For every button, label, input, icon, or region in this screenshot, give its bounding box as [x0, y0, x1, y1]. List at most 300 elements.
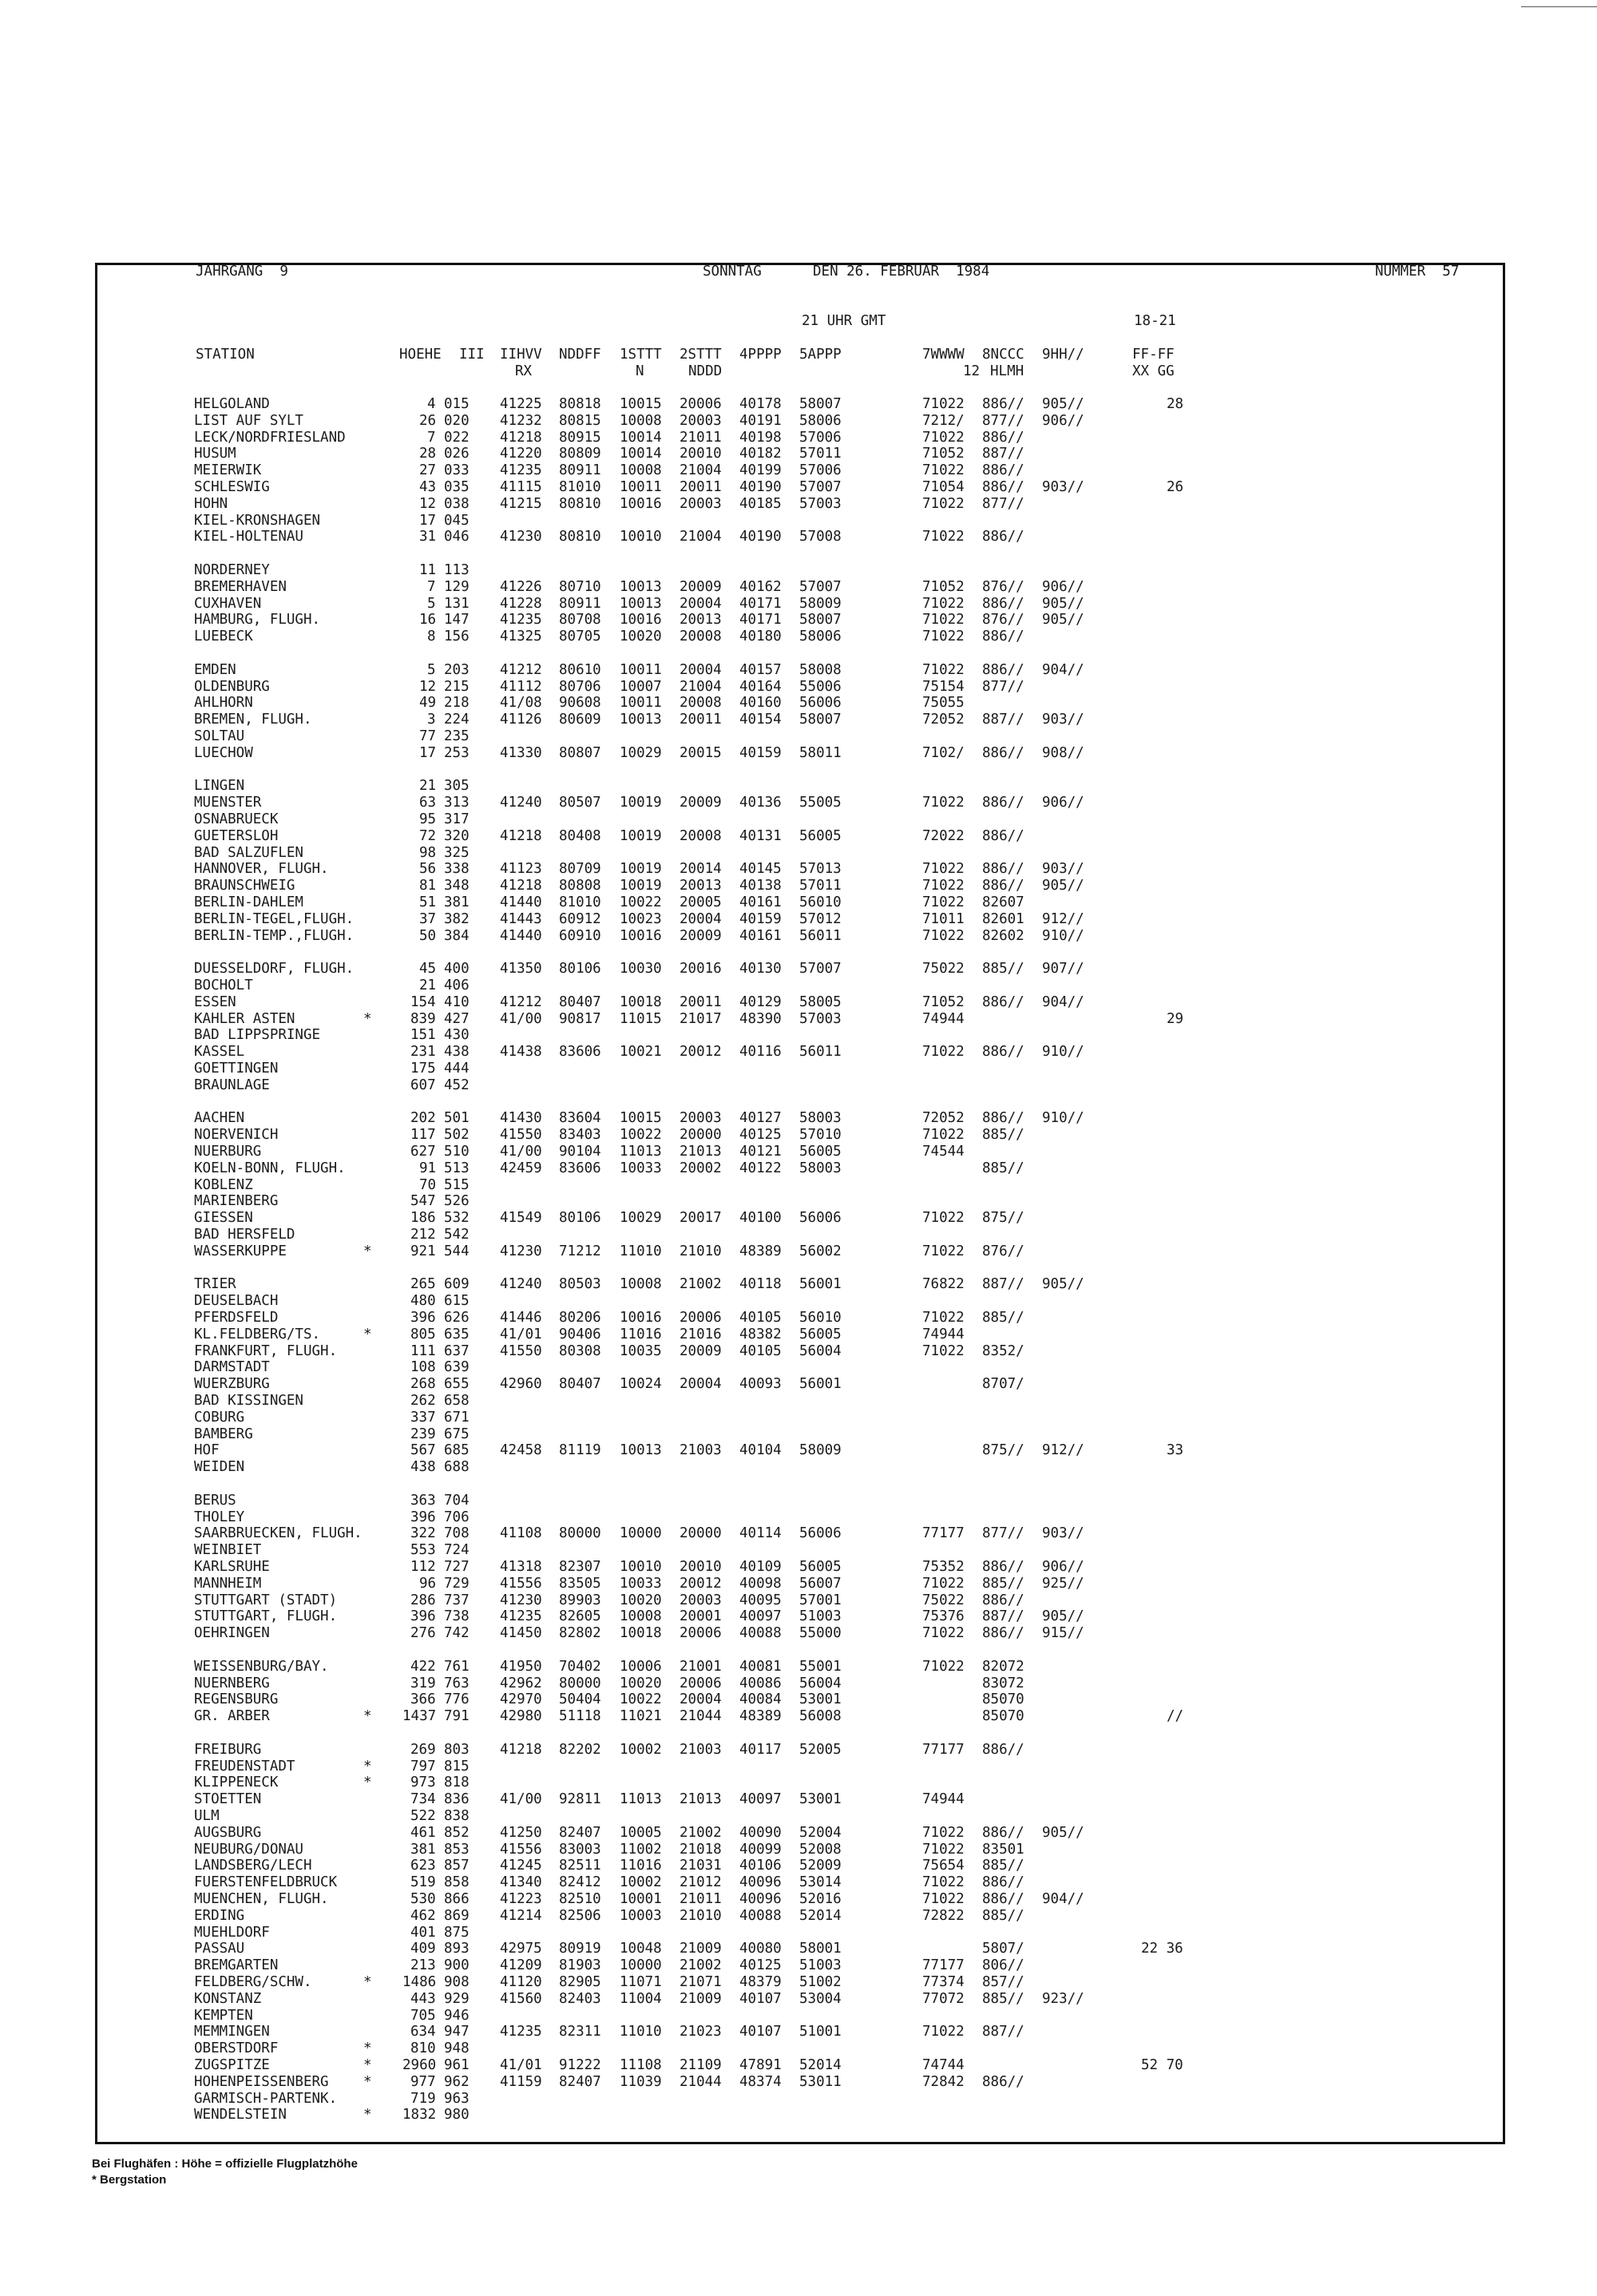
- cell-4pppp: 40093: [739, 1376, 782, 1392]
- cell-1sttt: 11013: [620, 1144, 662, 1160]
- station-name: ZUGSPITZE: [194, 2057, 270, 2073]
- cell-nddff: 50404: [559, 1691, 601, 1707]
- cell-9hh: 905//: [1042, 1608, 1084, 1624]
- table-row: [0, 1160, 1597, 1177]
- cell-7wwww: 71022: [922, 1891, 965, 1907]
- cell-iii: 866: [444, 1891, 470, 1907]
- table-row: [0, 1127, 1597, 1144]
- station-name: EMDEN: [194, 662, 236, 678]
- cell-nddff: 81119: [559, 1442, 601, 1458]
- cell-hoehe: 111: [410, 1343, 436, 1359]
- cell-1sttt: 10011: [620, 662, 662, 678]
- cell-iii: 147: [444, 612, 470, 628]
- cell-hoehe: 7: [427, 430, 436, 446]
- cell-iihvv: 41550: [500, 1343, 542, 1359]
- cell-nddff: 80407: [559, 994, 601, 1010]
- cell-4pppp: 40107: [739, 1991, 782, 2007]
- cell-iihvv: 41230: [500, 1243, 542, 1259]
- cell-iihvv: 41340: [500, 1874, 542, 1890]
- cell-1sttt: 10010: [620, 529, 662, 545]
- cell-7wwww: 71022: [922, 662, 965, 678]
- cell-iii: 131: [444, 596, 470, 612]
- cell-hoehe: 443: [410, 1991, 436, 2007]
- cell-4pppp: 40117: [739, 1742, 782, 1758]
- cell-4pppp: 40125: [739, 1127, 782, 1143]
- table-row: [0, 1243, 1597, 1260]
- station-name: KASSEL: [194, 1044, 245, 1060]
- cell-2sttt: 21001: [680, 1659, 722, 1675]
- cell-1sttt: 10014: [620, 446, 662, 462]
- cell-5appp: 56010: [799, 894, 842, 910]
- cell-nddff: 83606: [559, 1044, 601, 1060]
- cell-8nccc: 886//: [982, 1891, 1024, 1907]
- table-row: [0, 1659, 1597, 1675]
- cell-7wwww: 71022: [922, 529, 965, 545]
- table-row: [0, 1908, 1597, 1925]
- cell-1sttt: 10020: [620, 1675, 662, 1691]
- cell-8nccc: 876//: [982, 579, 1024, 595]
- cell-iii: 033: [444, 462, 470, 478]
- cell-iii: 038: [444, 496, 470, 512]
- cell-1sttt: 10029: [620, 745, 662, 761]
- station-name: MANNHEIM: [194, 1576, 262, 1592]
- cell-4pppp: 40097: [739, 1791, 782, 1807]
- cell-nddff: 82407: [559, 2074, 601, 2090]
- table-row: [0, 2074, 1597, 2091]
- table-row: [0, 1925, 1597, 1941]
- cell-iii: 724: [444, 1542, 470, 1558]
- station-name: FUERSTENFELDBRUCK: [194, 1874, 338, 1890]
- cell-8nccc: 886//: [982, 1044, 1024, 1060]
- col-1sttt-sub: N: [636, 363, 644, 379]
- station-name: HUSUM: [194, 446, 236, 462]
- cell-1sttt: 10019: [620, 878, 662, 894]
- cell-9hh: 905//: [1042, 612, 1084, 628]
- cell-2sttt: 20011: [680, 712, 722, 728]
- col-station: STATION: [196, 347, 255, 363]
- table-row: [0, 1276, 1597, 1293]
- cell-4pppp: 48389: [739, 1243, 782, 1259]
- station-name: LANDSBERG/LECH: [194, 1858, 312, 1874]
- cell-8nccc: 886//: [982, 1625, 1024, 1641]
- cell-2sttt: 21044: [680, 2074, 722, 2090]
- table-row: [0, 1708, 1597, 1725]
- cell-iihvv: 41550: [500, 1127, 542, 1143]
- cell-7wwww: 72052: [922, 712, 965, 728]
- table-row: [0, 2008, 1597, 2024]
- cell-1sttt: 10000: [620, 1525, 662, 1541]
- cell-iii: 325: [444, 845, 470, 861]
- cell-1sttt: 10018: [620, 994, 662, 1010]
- station-name: HANNOVER, FLUGH.: [194, 861, 329, 877]
- cell-1sttt: 10008: [620, 1276, 662, 1292]
- cell-5appp: 52014: [799, 1908, 842, 1924]
- cell-2sttt: 21109: [680, 2057, 722, 2073]
- cell-nddff: 80809: [559, 446, 601, 462]
- cell-1sttt: 10016: [620, 928, 662, 944]
- cell-8nccc: 886//: [982, 878, 1024, 894]
- cell-7wwww: 71022: [922, 596, 965, 612]
- cell-nddff: 80810: [559, 529, 601, 545]
- table-row: [0, 1941, 1597, 1957]
- cell-iihvv: 41115: [500, 479, 542, 495]
- cell-iii: 113: [444, 562, 470, 578]
- table-row: [0, 1592, 1597, 1609]
- table-row: [0, 1759, 1597, 1775]
- table-row: [0, 1891, 1597, 1908]
- cell-2sttt: 21003: [680, 1742, 722, 1758]
- cell-hoehe: 112: [410, 1559, 436, 1575]
- cell-4pppp: 40182: [739, 446, 782, 462]
- cell-hoehe: 322: [410, 1525, 436, 1541]
- cell-iii: 639: [444, 1359, 470, 1375]
- cell-7wwww: 71022: [922, 1874, 965, 1890]
- cell-nddff: 51118: [559, 1708, 601, 1724]
- cell-5appp: 57003: [799, 496, 842, 512]
- cell-2sttt: 20009: [680, 795, 722, 811]
- cell-4pppp: 40114: [739, 1525, 782, 1541]
- cell-7wwww: 71011: [922, 911, 965, 927]
- table-row: [0, 1077, 1597, 1094]
- cell-9hh: 906//: [1042, 795, 1084, 811]
- cell-hoehe: 366: [410, 1691, 436, 1707]
- cell-nddff: 82510: [559, 1891, 601, 1907]
- station-name: WASSERKUPPE: [194, 1243, 287, 1259]
- cell-nddff: 80810: [559, 496, 601, 512]
- cell-hoehe: 8: [427, 629, 436, 644]
- cell-hoehe: 56: [419, 861, 437, 877]
- cell-2sttt: 21009: [680, 1941, 722, 1957]
- cell-hoehe: 231: [410, 1044, 436, 1060]
- cell-nddff: 82802: [559, 1625, 601, 1641]
- cell-4pppp: 40162: [739, 579, 782, 595]
- cell-iihvv: 41440: [500, 894, 542, 910]
- cell-iii: 320: [444, 828, 470, 844]
- cell-nddff: 80000: [559, 1525, 601, 1541]
- cell-hoehe: 553: [410, 1542, 436, 1558]
- station-name: SAARBRUECKEN, FLUGH.: [194, 1525, 363, 1541]
- cell-8nccc: 877//: [982, 413, 1024, 429]
- cell-iihvv: 41245: [500, 1858, 542, 1874]
- table-row: [0, 1742, 1597, 1759]
- cell-hoehe: 265: [410, 1276, 436, 1292]
- nummer-label: NUMMER 57: [1375, 264, 1460, 280]
- cell-nddff: 80705: [559, 629, 601, 644]
- cell-5appp: 53011: [799, 2074, 842, 2090]
- date-label: DEN 26. FEBRUAR 1984: [813, 264, 990, 280]
- cell-5appp: 58007: [799, 712, 842, 728]
- cell-2sttt: 20004: [680, 911, 722, 927]
- cell-1sttt: 10011: [620, 695, 662, 711]
- col-5appp: 5APPP: [799, 347, 842, 363]
- cell-7wwww: 77177: [922, 1957, 965, 1973]
- cell-4pppp: 48389: [739, 1708, 782, 1724]
- cell-5appp: 58011: [799, 745, 842, 761]
- station-name: MUENCHEN, FLUGH.: [194, 1891, 329, 1907]
- cell-iihvv: 41438: [500, 1044, 542, 1060]
- cell-ff: 52 70: [1141, 2057, 1183, 2073]
- cell-1sttt: 10029: [620, 1210, 662, 1226]
- cell-hoehe: 401: [410, 1925, 436, 1941]
- cell-4pppp: 40090: [739, 1825, 782, 1841]
- cell-iihvv: 41223: [500, 1891, 542, 1907]
- cell-ff: 26: [1167, 479, 1184, 495]
- cell-hoehe: 530: [410, 1891, 436, 1907]
- cell-iii: 502: [444, 1127, 470, 1143]
- cell-8nccc: 886//: [982, 861, 1024, 877]
- col-7wwww: 7WWWW: [922, 347, 965, 363]
- station-name: NUERNBERG: [194, 1675, 270, 1691]
- cell-2sttt: 21002: [680, 1276, 722, 1292]
- col-1sttt: 1STTT: [620, 347, 662, 363]
- cell-9hh: 903//: [1042, 712, 1084, 728]
- cell-2sttt: 21023: [680, 2024, 722, 2040]
- cell-8nccc: 8707/: [982, 1376, 1024, 1392]
- cell-hoehe: 337: [410, 1410, 436, 1426]
- cell-iii: 513: [444, 1160, 470, 1176]
- station-name: OBERSTDORF: [194, 2040, 279, 2056]
- cell-2sttt: 20008: [680, 695, 722, 711]
- cell-1sttt: 11108: [620, 2057, 662, 2073]
- footnote-airports: Bei Flughäfen : Höhe = offizielle Flugplatzhöhe: [92, 2157, 358, 2171]
- cell-iii: 803: [444, 1742, 470, 1758]
- cell-1sttt: 10013: [620, 712, 662, 728]
- cell-1sttt: 10006: [620, 1659, 662, 1675]
- cell-hoehe: 627: [410, 1144, 436, 1160]
- cell-4pppp: 40185: [739, 496, 782, 512]
- cell-1sttt: 10008: [620, 1608, 662, 1624]
- cell-8nccc: 85070: [982, 1708, 1024, 1724]
- cell-1sttt: 10013: [620, 1442, 662, 1458]
- cell-4pppp: 47891: [739, 2057, 782, 2073]
- cell-4pppp: 40171: [739, 596, 782, 612]
- cell-hoehe: 154: [410, 994, 436, 1010]
- cell-1sttt: 10030: [620, 961, 662, 977]
- cell-8nccc: 885//: [982, 1858, 1024, 1874]
- table-row: [0, 1442, 1597, 1459]
- cell-8nccc: 877//: [982, 679, 1024, 695]
- cell-5appp: 55001: [799, 1659, 842, 1675]
- cell-hoehe: 805: [410, 1326, 436, 1342]
- station-name: DEUSELBACH: [194, 1293, 279, 1309]
- cell-iii: 836: [444, 1791, 470, 1807]
- cell-iihvv: 42962: [500, 1675, 542, 1691]
- table-row: [0, 1509, 1597, 1526]
- cell-iihvv: 41450: [500, 1625, 542, 1641]
- cell-7wwww: 71052: [922, 446, 965, 462]
- cell-iihvv: 41350: [500, 961, 542, 977]
- cell-hoehe: 175: [410, 1061, 436, 1077]
- table-row: [0, 811, 1597, 828]
- station-name: WENDELSTEIN: [194, 2107, 287, 2123]
- cell-2sttt: 21010: [680, 1243, 722, 1259]
- cell-1sttt: 10022: [620, 894, 662, 910]
- cell-9hh: 907//: [1042, 961, 1084, 977]
- cell-7wwww: 71022: [922, 612, 965, 628]
- cell-5appp: 56004: [799, 1675, 842, 1691]
- table-row: [0, 479, 1597, 496]
- cell-9hh: 904//: [1042, 662, 1084, 678]
- cell-5appp: 57001: [799, 1592, 842, 1608]
- cell-iii: 818: [444, 1775, 470, 1790]
- cell-hoehe: 839: [410, 1011, 436, 1027]
- cell-hoehe: 108: [410, 1359, 436, 1375]
- cell-iii: 305: [444, 778, 470, 794]
- cell-2sttt: 21044: [680, 1708, 722, 1724]
- station-name: GIESSEN: [194, 1210, 253, 1226]
- cell-4pppp: 40190: [739, 479, 782, 495]
- cell-2sttt: 20008: [680, 629, 722, 644]
- cell-nddff: 80815: [559, 413, 601, 429]
- station-name: FELDBERG/SCHW.: [194, 1974, 312, 1990]
- cell-nddff: 83604: [559, 1110, 601, 1126]
- cell-hoehe: 212: [410, 1227, 436, 1243]
- cell-hoehe: 12: [419, 679, 437, 695]
- cell-hoehe: 396: [410, 1509, 436, 1525]
- cell-1sttt: 11021: [620, 1708, 662, 1724]
- cell-9hh: 910//: [1042, 1044, 1084, 1060]
- cell-5appp: 57003: [799, 1011, 842, 1027]
- col-2sttt-sub: NDDD: [688, 363, 723, 379]
- cell-5appp: 53001: [799, 1691, 842, 1707]
- station-name: KOELN-BONN, FLUGH.: [194, 1160, 346, 1176]
- station-name: BREMERHAVEN: [194, 579, 287, 595]
- cell-8nccc: 886//: [982, 529, 1024, 545]
- station-name: COBURG: [194, 1410, 245, 1426]
- cell-7wwww: 71022: [922, 396, 965, 412]
- cell-7wwww: 71022: [922, 1659, 965, 1675]
- cell-5appp: 58006: [799, 413, 842, 429]
- cell-7wwww: 71022: [922, 1576, 965, 1592]
- station-name: HAMBURG, FLUGH.: [194, 612, 321, 628]
- cell-iihvv: 41430: [500, 1110, 542, 1126]
- cell-2sttt: 21031: [680, 1858, 722, 1874]
- cell-4pppp: 40125: [739, 1957, 782, 1973]
- cell-2sttt: 20013: [680, 612, 722, 628]
- cell-iii: 381: [444, 894, 470, 910]
- cell-nddff: 80407: [559, 1376, 601, 1392]
- station-name: STUTTGART, FLUGH.: [194, 1608, 338, 1624]
- cell-5appp: 51002: [799, 1974, 842, 1990]
- table-row: [0, 1459, 1597, 1476]
- cell-2sttt: 20009: [680, 928, 722, 944]
- cell-7wwww: 71022: [922, 861, 965, 877]
- cell-4pppp: 40190: [739, 529, 782, 545]
- cell-hoehe: 810: [410, 2040, 436, 2056]
- cell-2sttt: 21003: [680, 1442, 722, 1458]
- cell-nddff: 90406: [559, 1326, 601, 1342]
- table-row: [0, 728, 1597, 745]
- cell-1sttt: 10019: [620, 828, 662, 844]
- cell-4pppp: 48379: [739, 1974, 782, 1990]
- station-name: BERUS: [194, 1493, 236, 1509]
- table-row: [0, 894, 1597, 911]
- cell-1sttt: 10005: [620, 1825, 662, 1841]
- cell-hoehe: 213: [410, 1957, 436, 1973]
- cell-hoehe: 5: [427, 596, 436, 612]
- cell-nddff: 90817: [559, 1011, 601, 1027]
- cell-4pppp: 40109: [739, 1559, 782, 1575]
- cell-2sttt: 20000: [680, 1127, 722, 1143]
- cell-1sttt: 10008: [620, 413, 662, 429]
- cell-4pppp: 40106: [739, 1858, 782, 1874]
- table-row: [0, 745, 1597, 762]
- cell-hoehe: 1486: [402, 1974, 437, 1990]
- cell-1sttt: 10024: [620, 1376, 662, 1392]
- cell-hoehe: 21: [419, 778, 437, 794]
- cell-2sttt: 21010: [680, 1908, 722, 1924]
- cell-nddff: 82605: [559, 1608, 601, 1624]
- cell-9hh: 903//: [1042, 861, 1084, 877]
- cell-hoehe: 70: [419, 1177, 437, 1193]
- cell-5appp: 52008: [799, 1842, 842, 1858]
- station-name: MUEHLDORF: [194, 1925, 270, 1941]
- bergstation-marker: *: [363, 1759, 372, 1775]
- cell-iii: 875: [444, 1925, 470, 1941]
- cell-9hh: 903//: [1042, 1525, 1084, 1541]
- station-name: HOHENPEISSENBERG: [194, 2074, 329, 2090]
- cell-7wwww: 74944: [922, 1011, 965, 1027]
- cell-iihvv: 41120: [500, 1974, 542, 1990]
- cell-5appp: 57012: [799, 911, 842, 927]
- cell-4pppp: 40171: [739, 612, 782, 628]
- cell-iii: 704: [444, 1493, 470, 1509]
- table-row: [0, 529, 1597, 545]
- cell-ff: 22 36: [1141, 1941, 1183, 1957]
- cell-2sttt: 20003: [680, 496, 722, 512]
- table-row: [0, 1359, 1597, 1376]
- cell-iii: 382: [444, 911, 470, 927]
- cell-iii: 658: [444, 1393, 470, 1409]
- cell-iii: 338: [444, 861, 470, 877]
- cell-hoehe: 438: [410, 1459, 436, 1475]
- cell-8nccc: 83501: [982, 1842, 1024, 1858]
- cell-4pppp: 40145: [739, 861, 782, 877]
- table-row: [0, 878, 1597, 894]
- col-ff: FF-FF: [1132, 347, 1175, 363]
- cell-1sttt: 11016: [620, 1326, 662, 1342]
- table-row: [0, 1775, 1597, 1791]
- station-name: STUTTGART (STADT): [194, 1592, 338, 1608]
- cell-5appp: 58007: [799, 612, 842, 628]
- cell-5appp: 56006: [799, 1525, 842, 1541]
- cell-iii: 430: [444, 1027, 470, 1043]
- cell-2sttt: 20004: [680, 1376, 722, 1392]
- cell-8nccc: 886//: [982, 479, 1024, 495]
- cell-5appp: 56011: [799, 1044, 842, 1060]
- station-name: BAMBERG: [194, 1426, 253, 1442]
- cell-8nccc: 875//: [982, 1210, 1024, 1226]
- cell-iii: 452: [444, 1077, 470, 1093]
- cell-5appp: 56010: [799, 1310, 842, 1326]
- cell-hoehe: 3: [427, 712, 436, 728]
- cell-iihvv: 42970: [500, 1691, 542, 1707]
- cell-hoehe: 95: [419, 811, 437, 827]
- table-row: [0, 612, 1597, 629]
- cell-2sttt: 21002: [680, 1825, 722, 1841]
- cell-8nccc: 886//: [982, 1110, 1024, 1126]
- table-row: [0, 2107, 1597, 2124]
- station-name: KOBLENZ: [194, 1177, 253, 1193]
- cell-7wwww: 71022: [922, 1625, 965, 1641]
- cell-1sttt: 10015: [620, 396, 662, 412]
- cell-4pppp: 48374: [739, 2074, 782, 2090]
- cell-9hh: 910//: [1042, 1110, 1084, 1126]
- cell-hoehe: 623: [410, 1858, 436, 1874]
- cell-2sttt: 21004: [680, 679, 722, 695]
- cell-2sttt: 20016: [680, 961, 722, 977]
- cell-5appp: 56011: [799, 928, 842, 944]
